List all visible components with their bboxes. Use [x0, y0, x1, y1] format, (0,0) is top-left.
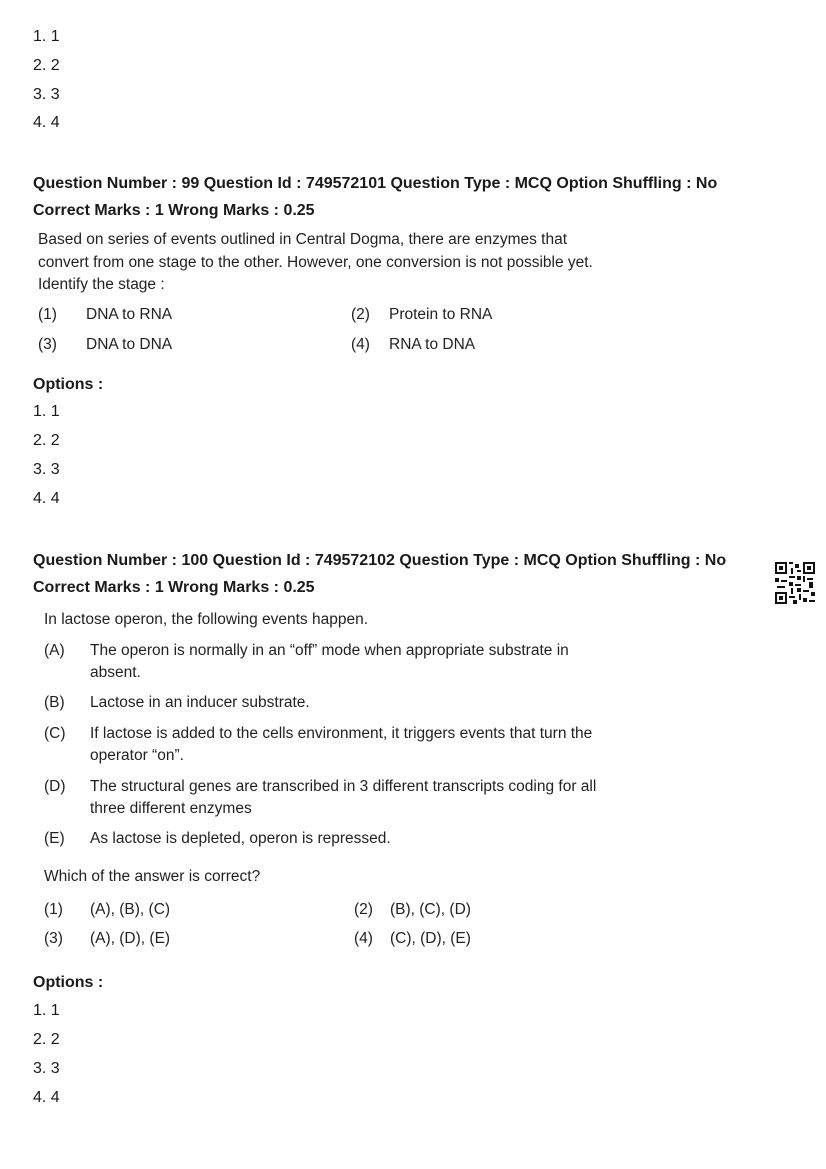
q100-option-4: 4. 4 [33, 1089, 60, 1106]
q99-choice-4-text: RNA to DNA [389, 336, 476, 353]
q99-choice-2-text: Protein to RNA [389, 306, 493, 323]
q99-text-line2: convert from one stage to the other. However, one conversion is not possible yet. [38, 254, 593, 271]
q99-marks: Correct Marks : 1 Wrong Marks : 0.25 [33, 202, 315, 219]
q100-statement-c-line2: operator “on”. [90, 747, 184, 764]
q99-choice-1-text: DNA to RNA [86, 306, 173, 323]
q100-option-1: 1. 1 [33, 1002, 60, 1019]
q100-statement-e-label: (E) [44, 830, 65, 847]
q99-option-3: 3. 3 [33, 461, 60, 478]
q99-choice-4-num: (4) [351, 336, 370, 353]
q100-choice-2-num: (2) [354, 901, 373, 918]
q99-text-line3: Identify the stage : [38, 276, 165, 293]
q100-header: Question Number : 100 Question Id : 749572102 Question Type : MCQ Option Shuffling : No [33, 552, 727, 569]
q100-statement-d-label: (D) [44, 778, 66, 795]
prev-option-2: 2. 2 [33, 57, 60, 74]
q100-choice-1-num: (1) [44, 901, 63, 918]
prev-option-3: 3. 3 [33, 86, 60, 103]
prev-option-4: 4. 4 [33, 114, 60, 131]
q99-header: Question Number : 99 Question Id : 749572101 Question Type : MCQ Option Shuffling : No [33, 175, 718, 192]
q100-statement-a-label: (A) [44, 642, 65, 659]
prev-option-1: 1. 1 [33, 28, 60, 45]
q100-statement-a-line1: The operon is normally in an “off” mode when appropriate substrate in [90, 642, 569, 659]
q99-choice-1-num: (1) [38, 306, 57, 323]
q100-choice-4-text: (C), (D), (E) [390, 930, 471, 947]
q100-choice-3-num: (3) [44, 930, 63, 947]
q100-statement-e-line1: As lactose is depleted, operon is repressed. [90, 830, 391, 847]
q100-statement-d-line2: three different enzymes [90, 800, 252, 817]
q100-statement-c-line1: If lactose is added to the cells environment, it triggers events that turn the [90, 725, 593, 742]
q100-marks: Correct Marks : 1 Wrong Marks : 0.25 [33, 579, 315, 596]
q100-statement-c-label: (C) [44, 725, 66, 742]
q100-option-2: 2. 2 [33, 1031, 60, 1048]
q100-statement-d-line1: The structural genes are transcribed in 3 different transcripts coding for all [90, 778, 597, 795]
q100-options-label: Options : [33, 974, 104, 991]
q99-choice-3-num: (3) [38, 336, 57, 353]
q100-choice-3-text: (A), (D), (E) [90, 930, 171, 947]
q99-text-line1: Based on series of events outlined in Central Dogma, there are enzymes that [38, 231, 568, 248]
q99-options-label: Options : [33, 376, 104, 393]
q100-choice-4-num: (4) [354, 930, 373, 947]
q99-choice-3-text: DNA to DNA [86, 336, 173, 353]
qr-code-icon [775, 562, 815, 604]
q100-statement-a-line2: absent. [90, 664, 141, 681]
q100-statement-b-line1: Lactose in an inducer substrate. [90, 694, 310, 711]
q100-statement-b-label: (B) [44, 694, 65, 711]
q100-intro: In lactose operon, the following events happen. [44, 611, 369, 628]
q99-choice-2-num: (2) [351, 306, 370, 323]
q99-option-1: 1. 1 [33, 403, 60, 420]
q99-option-2: 2. 2 [33, 432, 60, 449]
q100-choice-1-text: (A), (B), (C) [90, 901, 171, 918]
q100-option-3: 3. 3 [33, 1060, 60, 1077]
q100-choice-2-text: (B), (C), (D) [390, 901, 471, 918]
q100-question: Which of the answer is correct? [44, 868, 261, 885]
q99-option-4: 4. 4 [33, 490, 60, 507]
